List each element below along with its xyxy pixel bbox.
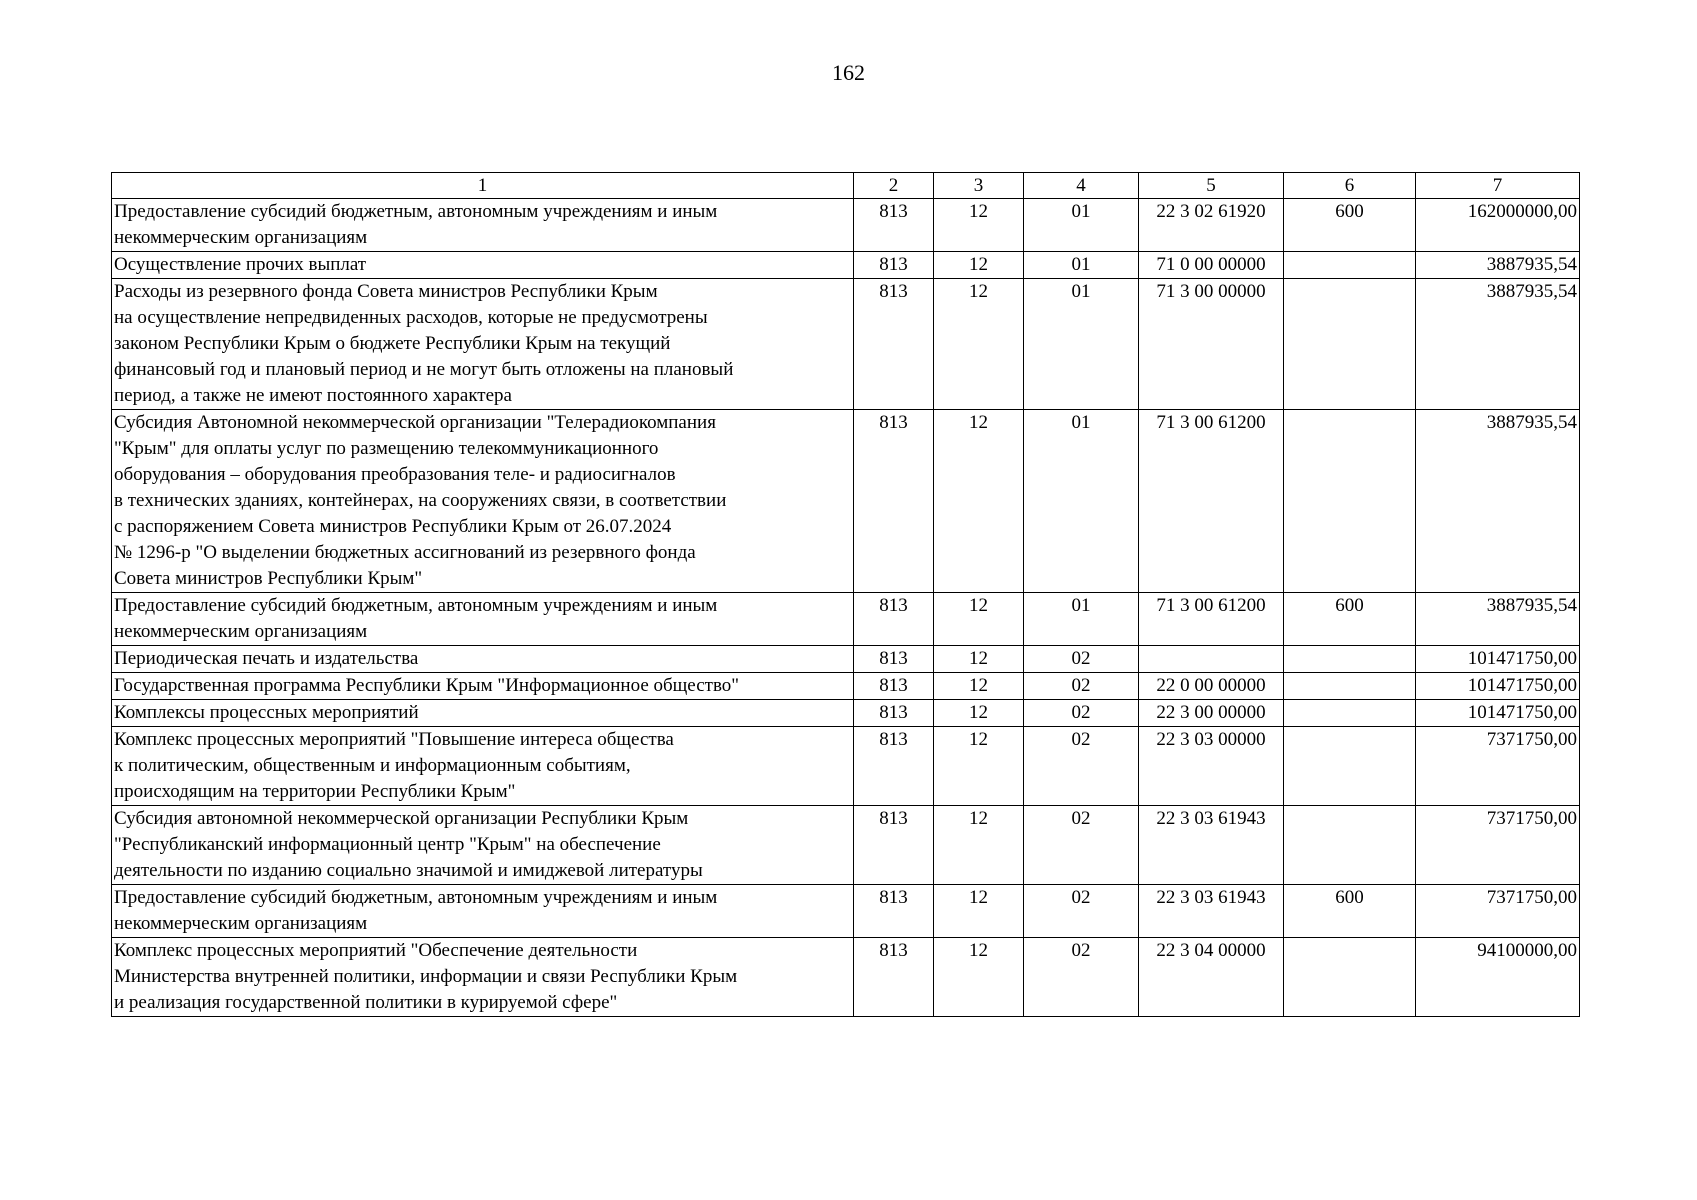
table-row [112, 593, 1580, 646]
item-name-line: Предоставление субсидий бюджетным, автономным учреждениям и иным [114, 201, 718, 222]
item-name-line: деятельности по изданию социально значимой и имиджевой литературы [114, 860, 703, 881]
cell-section-code: 12 [934, 199, 1024, 252]
cell-section-code: 12 [934, 252, 1024, 279]
cell-amount: 3887935,54 [1416, 410, 1580, 593]
cell-admin-code: 813 [854, 673, 934, 700]
cell-section-code: 12 [934, 279, 1024, 410]
table-row [112, 806, 1580, 885]
cell-expense-type [1284, 727, 1416, 806]
cell-item-name [112, 727, 854, 806]
table-row [112, 885, 1580, 938]
cell-amount: 3887935,54 [1416, 593, 1580, 646]
table-row [112, 410, 1580, 593]
item-name-line: "Республиканский информационный центр "Крым" на обеспечение [114, 834, 661, 855]
item-name-line: некоммерческим организациям [114, 227, 368, 248]
cell-expense-type [1284, 806, 1416, 885]
item-name-line: № 1296-р "О выделении бюджетных ассигнований из резервного фонда [114, 542, 696, 563]
item-name-line: Субсидия Автономной некоммерческой организации "Телерадиокомпания [114, 412, 716, 433]
cell-section-code: 12 [934, 410, 1024, 593]
cell-target-article: 71 0 00 00000 [1139, 252, 1284, 279]
cell-amount: 162000000,00 [1416, 199, 1580, 252]
cell-expense-type [1284, 252, 1416, 279]
item-name-line: Совета министров Республики Крым" [114, 568, 423, 589]
item-name-line: Субсидия автономной некоммерческой организации Республики Крым [114, 808, 689, 829]
table-row [112, 938, 1580, 1017]
cell-admin-code: 813 [854, 410, 934, 593]
cell-item-name [112, 252, 854, 279]
item-name-line: "Крым" для оплаты услуг по размещению телекоммуникационного [114, 438, 659, 459]
cell-admin-code: 813 [854, 806, 934, 885]
cell-section-code: 12 [934, 938, 1024, 1017]
cell-admin-code: 813 [854, 252, 934, 279]
cell-subsection-code: 01 [1024, 410, 1139, 593]
table-row [112, 199, 1580, 252]
cell-expense-type [1284, 646, 1416, 673]
cell-item-name [112, 279, 854, 410]
cell-item-name [112, 646, 854, 673]
column-header: 6 [1284, 173, 1416, 199]
cell-expense-type [1284, 938, 1416, 1017]
cell-expense-type [1284, 700, 1416, 727]
cell-section-code: 12 [934, 593, 1024, 646]
table-row [112, 727, 1580, 806]
cell-subsection-code: 01 [1024, 593, 1139, 646]
cell-section-code: 12 [934, 806, 1024, 885]
item-name-line: законом Республики Крым о бюджете Республики Крым на текущий [114, 333, 671, 354]
cell-expense-type [1284, 279, 1416, 410]
cell-subsection-code: 02 [1024, 885, 1139, 938]
item-name-line: Предоставление субсидий бюджетным, автономным учреждениям и иным [114, 887, 718, 908]
cell-expense-type: 600 [1284, 199, 1416, 252]
cell-amount: 3887935,54 [1416, 279, 1580, 410]
item-name-line: Государственная программа Республики Крым "Информационное общество" [114, 675, 740, 696]
item-name-line: некоммерческим организациям [114, 913, 368, 934]
cell-item-name [112, 673, 854, 700]
column-header: 7 [1416, 173, 1580, 199]
cell-target-article: 22 3 04 00000 [1139, 938, 1284, 1017]
cell-section-code: 12 [934, 700, 1024, 727]
item-name-line: происходящим на территории Республики Крым" [114, 781, 516, 802]
column-header: 3 [934, 173, 1024, 199]
table-body [112, 199, 1580, 1017]
item-name-line: Периодическая печать и издательства [114, 648, 419, 669]
column-header: 4 [1024, 173, 1139, 199]
cell-amount: 101471750,00 [1416, 673, 1580, 700]
item-name-line: некоммерческим организациям [114, 621, 368, 642]
cell-admin-code: 813 [854, 885, 934, 938]
cell-target-article: 22 3 00 00000 [1139, 700, 1284, 727]
cell-item-name [112, 199, 854, 252]
cell-target-article: 22 3 03 61943 [1139, 806, 1284, 885]
column-header: 1 [112, 173, 854, 199]
table-row [112, 646, 1580, 673]
table-row [112, 673, 1580, 700]
cell-subsection-code: 02 [1024, 938, 1139, 1017]
cell-expense-type [1284, 673, 1416, 700]
cell-admin-code: 813 [854, 646, 934, 673]
cell-section-code: 12 [934, 727, 1024, 806]
cell-subsection-code: 02 [1024, 727, 1139, 806]
cell-admin-code: 813 [854, 938, 934, 1017]
item-name-line: Комплексы процессных мероприятий [114, 702, 419, 723]
item-name-line: Предоставление субсидий бюджетным, автономным учреждениям и иным [114, 595, 718, 616]
cell-item-name [112, 885, 854, 938]
cell-target-article: 22 3 03 61943 [1139, 885, 1284, 938]
cell-admin-code: 813 [854, 279, 934, 410]
item-name-line: Комплекс процессных мероприятий "Обеспечение деятельности [114, 940, 638, 961]
item-name-line: на осуществление непредвиденных расходов, которые не предусмотрены [114, 307, 708, 328]
item-name-line: к политическим, общественным и информационным событиям, [114, 755, 631, 776]
column-header: 2 [854, 173, 934, 199]
cell-item-name [112, 593, 854, 646]
cell-section-code: 12 [934, 646, 1024, 673]
item-name-line: и реализация государственной политики в курируемой сфере" [114, 992, 618, 1013]
cell-amount: 101471750,00 [1416, 700, 1580, 727]
cell-target-article [1139, 646, 1284, 673]
page-number: 162 [832, 60, 865, 85]
cell-subsection-code: 01 [1024, 279, 1139, 410]
cell-expense-type: 600 [1284, 593, 1416, 646]
item-name-line: Расходы из резервного фонда Совета министров Республики Крым [114, 281, 658, 302]
item-name-line: Комплекс процессных мероприятий "Повышение интереса общества [114, 729, 674, 750]
item-name-line: финансовый год и плановый период и не могут быть отложены на плановый [114, 359, 734, 380]
item-name-line: Осуществление прочих выплат [114, 254, 367, 275]
cell-amount: 7371750,00 [1416, 806, 1580, 885]
cell-amount: 7371750,00 [1416, 885, 1580, 938]
cell-target-article: 22 0 00 00000 [1139, 673, 1284, 700]
cell-subsection-code: 02 [1024, 806, 1139, 885]
item-name-line: оборудования – оборудования преобразования теле- и радиосигналов [114, 464, 676, 485]
cell-item-name [112, 410, 854, 593]
cell-item-name [112, 806, 854, 885]
cell-subsection-code: 01 [1024, 252, 1139, 279]
cell-target-article: 71 3 00 61200 [1139, 410, 1284, 593]
budget-table [111, 172, 1580, 1017]
column-number-row [112, 173, 1580, 199]
cell-item-name [112, 938, 854, 1017]
cell-expense-type: 600 [1284, 885, 1416, 938]
cell-subsection-code: 02 [1024, 700, 1139, 727]
cell-amount: 101471750,00 [1416, 646, 1580, 673]
cell-target-article: 71 3 00 61200 [1139, 593, 1284, 646]
table-row [112, 279, 1580, 410]
cell-admin-code: 813 [854, 727, 934, 806]
cell-admin-code: 813 [854, 700, 934, 727]
cell-amount: 3887935,54 [1416, 252, 1580, 279]
cell-subsection-code: 02 [1024, 673, 1139, 700]
cell-expense-type [1284, 410, 1416, 593]
cell-amount: 94100000,00 [1416, 938, 1580, 1017]
cell-target-article: 22 3 03 00000 [1139, 727, 1284, 806]
cell-target-article: 71 3 00 00000 [1139, 279, 1284, 410]
cell-target-article: 22 3 02 61920 [1139, 199, 1284, 252]
column-header: 5 [1139, 173, 1284, 199]
item-name-line: в технических зданиях, контейнерах, на сооружениях связи, в соответствии [114, 490, 727, 511]
cell-amount: 7371750,00 [1416, 727, 1580, 806]
cell-item-name [112, 700, 854, 727]
item-name-line: Министерства внутренней политики, информации и связи Республики Крым [114, 966, 738, 987]
table-header [112, 173, 1580, 199]
cell-section-code: 12 [934, 673, 1024, 700]
table-row [112, 700, 1580, 727]
table-row [112, 252, 1580, 279]
cell-subsection-code: 02 [1024, 646, 1139, 673]
item-name-line: с распоряжением Совета министров Республики Крым от 26.07.2024 [114, 516, 672, 537]
cell-section-code: 12 [934, 885, 1024, 938]
cell-subsection-code: 01 [1024, 199, 1139, 252]
cell-admin-code: 813 [854, 199, 934, 252]
item-name-line: период, а также не имеют постоянного характера [114, 385, 512, 406]
cell-admin-code: 813 [854, 593, 934, 646]
